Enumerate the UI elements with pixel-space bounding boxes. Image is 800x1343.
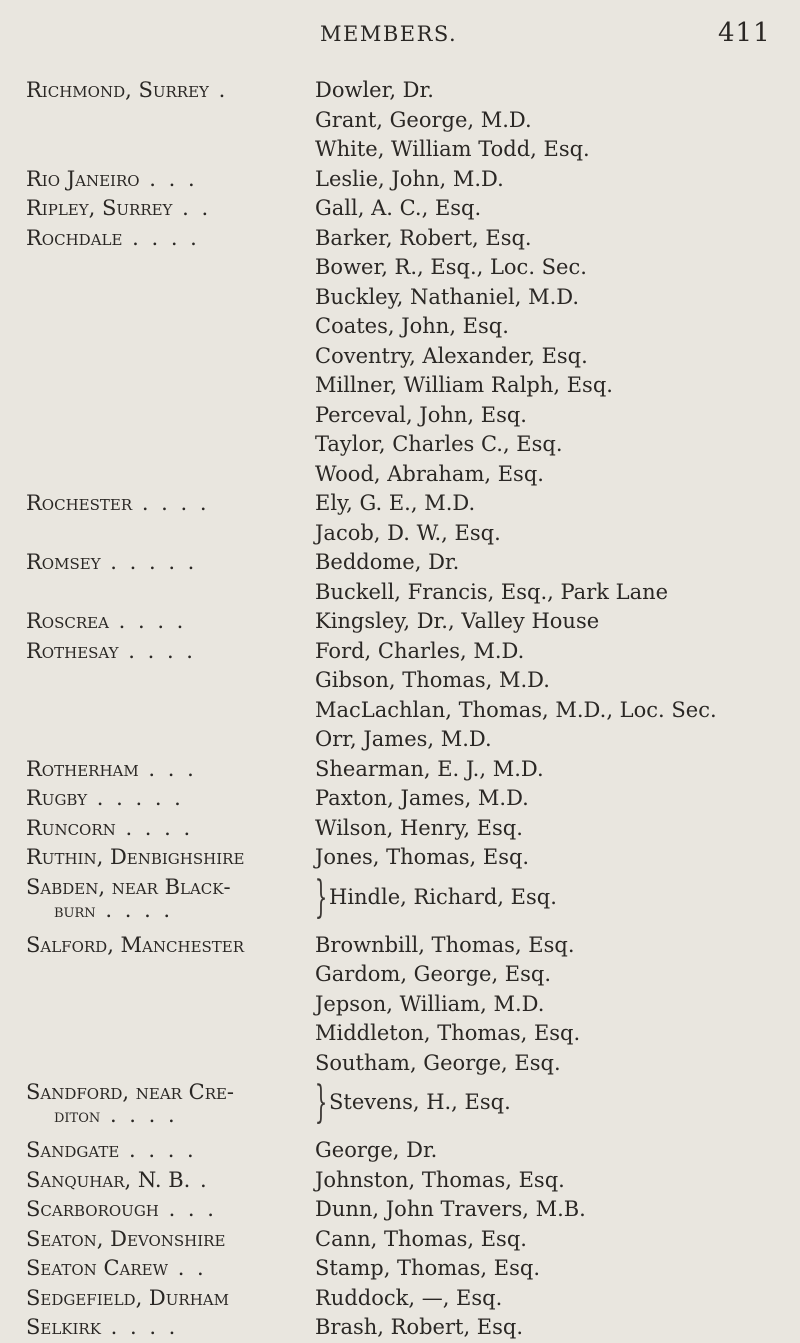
member-names <box>315 224 800 490</box>
member-names <box>315 548 800 607</box>
leader-dots: . . . . <box>119 1138 197 1162</box>
place-label: Salford, Manchester <box>26 932 245 957</box>
member-name: Barker, Robert, Esq. <box>315 225 532 250</box>
place-label-continued: burn <box>54 899 96 922</box>
member-entry <box>0 843 800 873</box>
member-name: Bower, R., Esq., Loc. Sec. <box>315 255 587 279</box>
place-label: Richmond, Surrey <box>26 78 209 102</box>
member-entry <box>0 1136 800 1166</box>
member-names <box>315 1136 800 1166</box>
member-name: White, William Todd, Esq. <box>315 137 590 161</box>
member-name: Hindle, Richard, Esq. <box>329 884 557 909</box>
member-names <box>315 1254 800 1284</box>
leader-dots: . . . <box>158 1197 217 1221</box>
member-names <box>315 489 800 548</box>
place-label: Rotherham <box>26 756 139 781</box>
place-label: Rochester <box>26 491 133 515</box>
member-names <box>315 755 800 785</box>
place-name <box>0 165 315 195</box>
place-label: Rothesay <box>26 638 119 663</box>
place-name <box>0 548 315 607</box>
place-label: Scarborough <box>26 1197 159 1221</box>
place-name <box>0 1313 315 1343</box>
member-name: Stamp, Thomas, Esq. <box>315 1256 541 1280</box>
place-name <box>0 1166 315 1196</box>
member-name: Millner, William Ralph, Esq. <box>315 373 613 397</box>
member-name: Coates, John, Esq. <box>315 314 509 338</box>
place-name <box>0 607 315 637</box>
member-name: Jones, Thomas, Esq. <box>315 845 530 869</box>
member-names <box>315 1195 800 1225</box>
member-name: Perceval, John, Esq. <box>315 402 527 427</box>
brace-mark: } <box>314 1077 328 1128</box>
member-entry <box>0 607 800 637</box>
leader-dots: . . . . <box>122 225 200 250</box>
member-entry <box>0 784 800 814</box>
place-label: Ripley, Surrey <box>26 196 173 220</box>
member-name: Buckley, Nathaniel, M.D. <box>315 284 580 309</box>
place-name <box>0 814 315 844</box>
member-entry <box>0 1225 800 1255</box>
member-names <box>315 76 800 165</box>
leader-dots: . . . . <box>100 1315 179 1339</box>
member-name: Kingsley, Dr., Valley House <box>315 609 600 633</box>
place-name <box>0 873 315 923</box>
member-entry <box>0 1195 800 1225</box>
member-name: Orr, James, M.D. <box>315 727 492 751</box>
member-name: Cann, Thomas, Esq. <box>315 1226 527 1251</box>
leader-dots: . <box>208 78 229 102</box>
member-name: Wilson, Henry, Esq. <box>315 815 523 840</box>
member-names <box>315 1284 800 1314</box>
member-entry <box>0 548 800 607</box>
page-header <box>0 18 800 58</box>
place-name <box>0 224 315 490</box>
place-label-continued: diton <box>54 1105 101 1127</box>
place-label: Seaton Carew <box>26 1256 169 1280</box>
member-names <box>315 784 800 814</box>
place-name <box>0 1195 315 1225</box>
place-name <box>0 637 315 755</box>
member-name: Buckell, Francis, Esq., Park Lane <box>315 579 669 604</box>
leader-dots: . . <box>168 1256 207 1280</box>
member-names <box>315 194 800 224</box>
place-name <box>0 843 315 873</box>
member-name: Leslie, John, M.D. <box>315 166 504 191</box>
leader-dots: . . . . <box>95 897 174 922</box>
member-entry <box>0 755 800 785</box>
member-entry <box>0 637 800 755</box>
leader-dots: . . . . <box>115 815 194 840</box>
place-name <box>0 76 315 165</box>
leader-dots: . . . <box>139 166 198 191</box>
member-entry <box>0 1078 800 1128</box>
member-name: Jepson, William, M.D. <box>315 991 545 1016</box>
member-entry <box>0 931 800 1079</box>
leader-dots: . . . . <box>118 638 196 663</box>
member-name: Gall, A. C., Esq. <box>315 196 482 220</box>
member-name: Ely, G. E., M.D. <box>315 491 476 515</box>
place-label: Runcorn <box>26 815 116 840</box>
member-name: Gibson, Thomas, M.D. <box>315 668 550 692</box>
place-name <box>0 755 315 785</box>
member-names <box>315 873 800 923</box>
member-entry <box>0 873 800 923</box>
member-entry <box>0 1313 800 1343</box>
leader-dots: . . . . . <box>100 550 198 574</box>
member-names <box>315 1078 800 1128</box>
member-name: Beddome, Dr. <box>315 550 460 574</box>
member-name: MacLachlan, Thomas, M.D., Loc. Sec. <box>315 697 717 722</box>
member-names <box>315 931 800 1079</box>
member-name: Middleton, Thomas, Esq. <box>315 1021 581 1045</box>
member-name: Southam, George, Esq. <box>315 1050 561 1075</box>
member-list <box>0 76 800 1343</box>
place-name <box>0 1078 315 1128</box>
leader-dots: . . <box>172 196 212 220</box>
place-name <box>0 1284 315 1314</box>
place-label: Sedgefield, Durham <box>26 1285 229 1310</box>
member-entry <box>0 814 800 844</box>
member-name: Dowler, Dr. <box>315 78 434 102</box>
place-label: Selkirk <box>26 1315 101 1339</box>
member-name: Shearman, E. J., M.D. <box>315 756 544 781</box>
leader-dots: . . . . . <box>87 786 184 810</box>
member-name: Johnston, Thomas, Esq. <box>315 1167 565 1192</box>
place-label: Sandgate <box>26 1138 120 1162</box>
member-name: Dunn, John Travers, M.B. <box>315 1197 586 1221</box>
place-name <box>0 194 315 224</box>
member-entry <box>0 224 800 490</box>
member-name: Brash, Robert, Esq. <box>315 1315 524 1339</box>
member-name: Grant, George, M.D. <box>315 107 532 132</box>
place-name <box>0 1254 315 1284</box>
member-name: Brownbill, Thomas, Esq. <box>315 932 575 957</box>
member-name: Jacob, D. W., Esq. <box>315 520 501 545</box>
member-entry <box>0 489 800 548</box>
member-name: Taylor, Charles C., Esq. <box>315 432 563 456</box>
leader-dots: . . . <box>138 756 197 781</box>
place-label: Rugby <box>26 786 88 810</box>
place-name <box>0 489 315 548</box>
member-name: George, Dr. <box>315 1138 438 1162</box>
member-names <box>315 1225 800 1255</box>
member-name: Stevens, H., Esq. <box>329 1090 511 1115</box>
member-entry <box>0 1284 800 1314</box>
member-entry <box>0 1166 800 1196</box>
leader-dots: . . . . <box>132 491 210 515</box>
place-name <box>0 1136 315 1166</box>
member-entry <box>0 76 800 165</box>
member-names <box>315 814 800 844</box>
member-names <box>315 843 800 873</box>
leader-dots: . . . . <box>108 609 187 633</box>
place-label: Sandford, near Cre- <box>26 1080 235 1104</box>
member-name: Coventry, Alexander, Esq. <box>315 343 588 368</box>
place-label: Roscrea <box>26 609 109 633</box>
place-label: Rio Janeiro <box>26 166 140 191</box>
member-names <box>315 1313 800 1343</box>
place-label: Sanquhar, N. B. <box>26 1167 191 1192</box>
member-names <box>315 1166 800 1196</box>
member-name: Gardom, George, Esq. <box>315 962 552 986</box>
member-entry <box>0 194 800 224</box>
place-label: Sabden, near Black- <box>26 874 231 899</box>
place-name <box>0 1225 315 1255</box>
member-names <box>315 607 800 637</box>
member-entry <box>0 1254 800 1284</box>
page-number: 411 <box>718 18 771 48</box>
place-name <box>0 931 315 1079</box>
member-name: Ford, Charles, M.D. <box>315 638 525 663</box>
place-label: Ruthin, Denbighshire <box>26 845 245 869</box>
place-label: Romsey <box>26 550 101 574</box>
leader-dots: . . . . <box>100 1103 178 1127</box>
place-name <box>0 784 315 814</box>
leader-dots: . <box>190 1167 210 1192</box>
member-name: Ruddock, —, Esq. <box>315 1285 503 1310</box>
member-names <box>315 165 800 195</box>
member-entry <box>0 165 800 195</box>
place-label: Rochdale <box>26 225 123 250</box>
member-names <box>315 637 800 755</box>
brace-mark: } <box>314 871 328 923</box>
running-head: MEMBERS. <box>320 22 458 46</box>
place-label: Seaton, Devonshire <box>26 1226 226 1251</box>
member-name: Paxton, James, M.D. <box>315 786 529 810</box>
member-name: Wood, Abraham, Esq. <box>315 461 544 486</box>
